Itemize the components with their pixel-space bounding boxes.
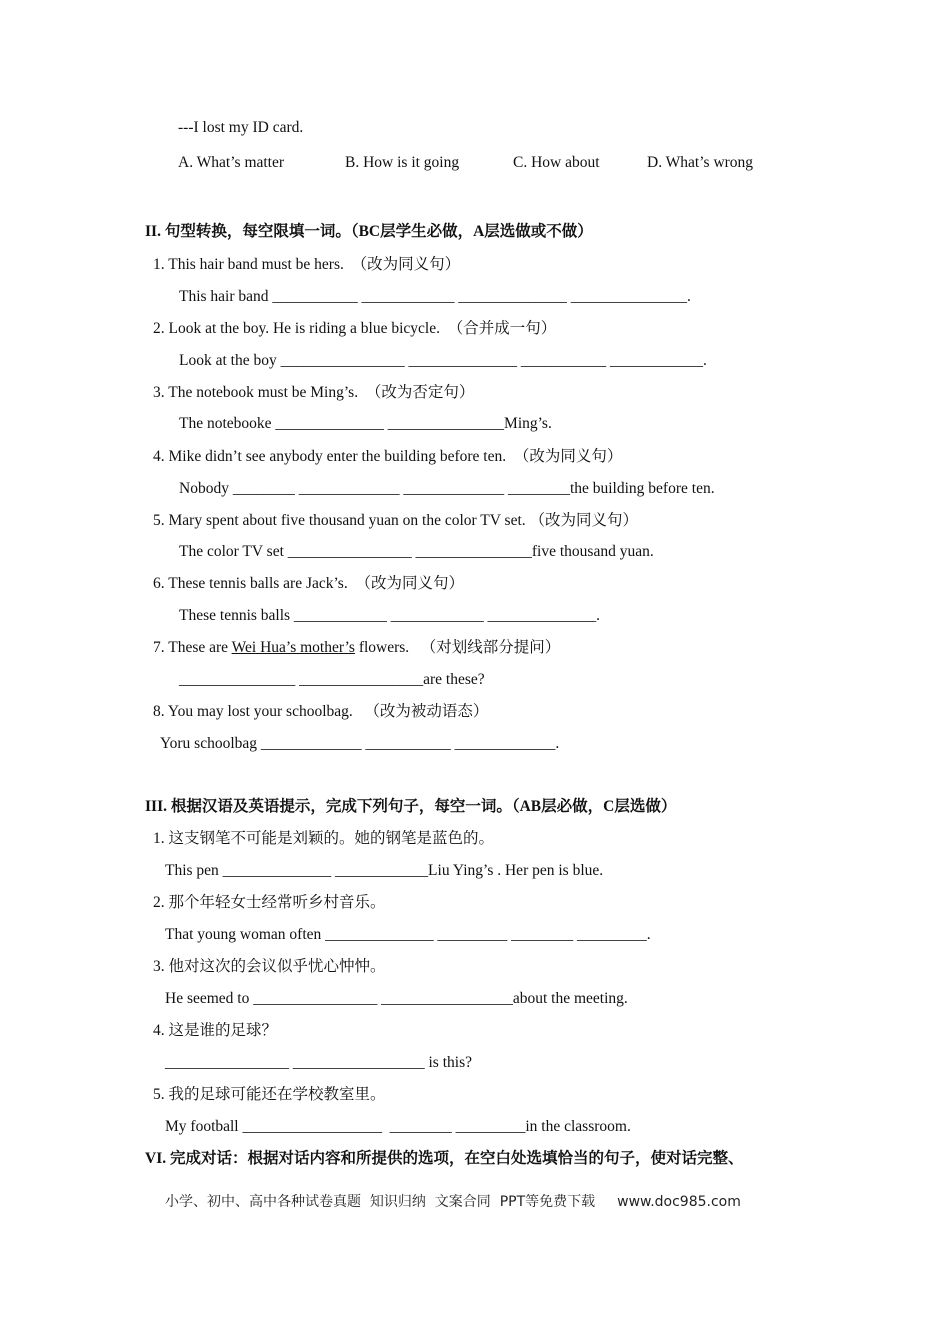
option-a: A. What’s matter bbox=[178, 154, 285, 171]
s2-answer-5: The color TV set ________________ _______________five thousand yuan. bbox=[179, 543, 654, 560]
s3-question-2: 2. 那个年轻女士经常听乡村音乐。 bbox=[153, 894, 386, 911]
s2-answer-3: The notebooke ______________ _______________Ming’s. bbox=[179, 415, 552, 432]
section-3-heading: III. 根据汉语及英语提示，完成下列句子，每空一词。（AB层必做，C层选做） bbox=[145, 798, 677, 815]
s3-answer-4: ________________ _________________ is this? bbox=[165, 1054, 472, 1071]
s3-question-4: 4. 这是谁的足球？ bbox=[153, 1022, 278, 1039]
s3-answer-1: This pen ______________ ____________Liu Ying’s . Her pen is blue. bbox=[165, 862, 604, 879]
s2-answer-4: Nobody ________ _____________ _____________ ________the building before ten. bbox=[179, 480, 715, 497]
s3-answer-5: My football __________________ ________ _________in the classroom. bbox=[165, 1118, 631, 1135]
s2-question-8: 8. You may lost your schoolbag. （改为被动语态） bbox=[153, 703, 489, 720]
s3-answer-3: He seemed to ________________ _________________about the meeting. bbox=[165, 990, 628, 1007]
option-b: B. How is it going bbox=[345, 154, 460, 171]
s2-answer-1: This hair band ___________ ____________ ______________ _______________. bbox=[179, 288, 691, 305]
s2-answer-7: _______________ ________________are these? bbox=[179, 671, 485, 688]
footer-text: 小学、初中、高中各种试卷真题 知识归纳 文案合同 PPT等免费下载 bbox=[165, 1194, 596, 1210]
s2-answer-2: Look at the boy ________________ ______________ ___________ ____________. bbox=[179, 352, 707, 369]
footer bbox=[165, 1191, 741, 1211]
s2-question-4: 4. Mike didn’t see anybody enter the building before ten. （改为同义句） bbox=[153, 448, 623, 465]
s3-question-1: 1. 这支钢笔不可能是刘颖的。她的钢笔是蓝色的。 bbox=[153, 830, 495, 847]
section-2-heading: II. 句型转换，每空限填一词。（BC层学生必做，A层选做或不做） bbox=[145, 223, 593, 240]
s2-q7-underlined: Wei Hua’s mother’s bbox=[231, 639, 355, 656]
option-c: C. How about bbox=[513, 154, 600, 171]
answer-line: ---I lost my ID card. bbox=[178, 119, 304, 136]
s2-question-1: 1. This hair band must be hers. （改为同义句） bbox=[153, 256, 461, 273]
s2-question-7 bbox=[153, 638, 560, 658]
s2-q7-suffix: flowers. （对划线部分提问） bbox=[354, 639, 561, 656]
s2-q7-prefix: 7. These are bbox=[153, 639, 232, 656]
s3-question-3: 3. 他对这次的会议似乎忧心忡忡。 bbox=[153, 958, 386, 975]
s2-answer-6: These tennis balls ____________ ____________ ______________. bbox=[179, 607, 601, 624]
option-d: D. What’s wrong bbox=[647, 154, 754, 171]
s2-answer-8: Yoru schoolbag _____________ ___________ _____________. bbox=[160, 735, 560, 752]
footer-site-link[interactable]: www.doc985.com bbox=[617, 1194, 741, 1210]
s2-question-2: 2. Look at the boy. He is riding a blue bicycle. （合并成一句） bbox=[153, 320, 557, 337]
section-6-heading: VI. 完成对话：根据对话内容和所提供的选项，在空白处选填恰当的句子，使对话完整、 bbox=[145, 1150, 744, 1167]
s3-question-5: 5. 我的足球可能还在学校教室里。 bbox=[153, 1086, 386, 1103]
s2-question-5: 5. Mary spent about five thousand yuan on the color TV set. （改为同义句） bbox=[153, 512, 639, 529]
s2-question-6: 6. These tennis balls are Jack’s. （改为同义句） bbox=[153, 575, 464, 592]
s3-answer-2: That young woman often ______________ _________ ________ _________. bbox=[165, 926, 651, 943]
s2-question-3: 3. The notebook must be Ming’s. （改为否定句） bbox=[153, 384, 475, 401]
